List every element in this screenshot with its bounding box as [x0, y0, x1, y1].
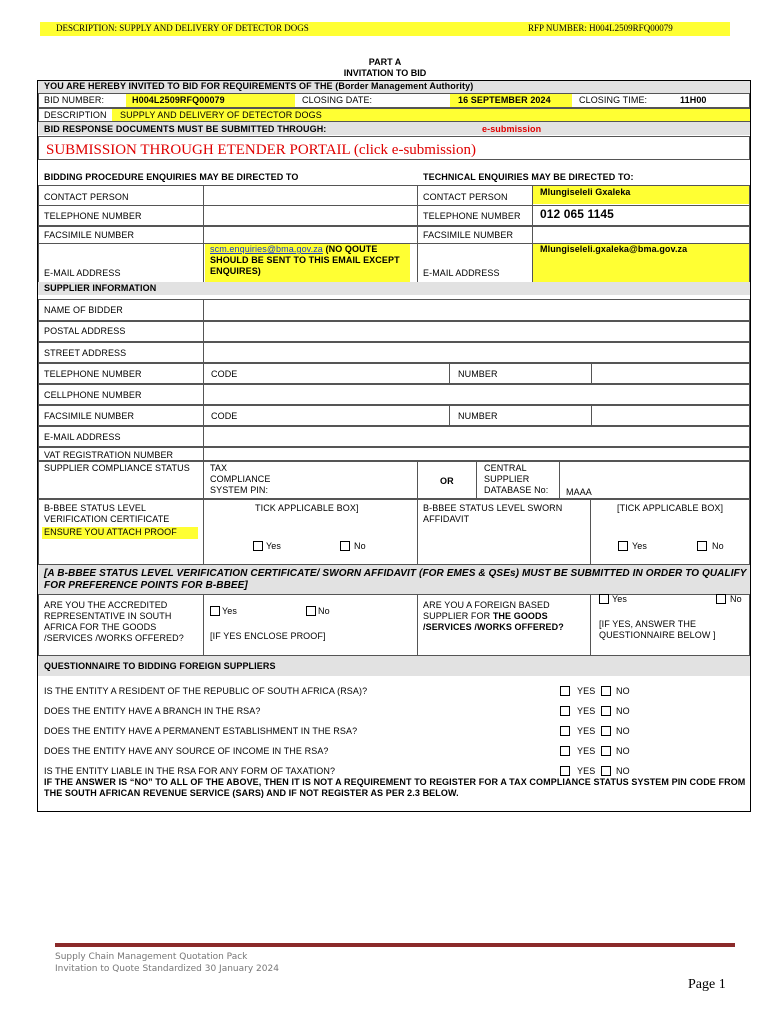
vat-label: VAT REGISTRATION NUMBER: [44, 450, 174, 460]
foreign-yes-label: Yes: [612, 594, 627, 604]
cellphone-label: CELLPHONE NUMBER: [44, 390, 142, 400]
contact-person-label: CONTACT PERSON: [44, 192, 129, 202]
telephone-number-label: TELEPHONE NUMBER: [44, 369, 142, 379]
sworn-affidavit-label: B-BBEE STATUS LEVEL SWORN AFFIDAVIT: [423, 503, 563, 524]
csd-label: CENTRAL SUPPLIER DATABASE No:: [484, 463, 549, 495]
rep-no-label: No: [318, 606, 330, 616]
fax-label: FACSIMILE NUMBER: [44, 230, 135, 240]
foreign-supplier-question: [423, 600, 585, 633]
question-3: DOES THE ENTITY HAVE A PERMANENT ESTABLISHMENT IN THE RSA?: [44, 726, 358, 736]
bidding-enquiries-heading: BIDDING PROCEDURE ENQUIRIES MAY BE DIRECTED TO: [44, 172, 299, 182]
sworn-no-checkbox[interactable]: [697, 541, 707, 551]
q3-no-checkbox[interactable]: [601, 726, 611, 736]
bid-number-label: BID NUMBER:: [44, 95, 105, 105]
tick-box-label-1: TICK APPLICABLE BOX]: [255, 503, 359, 513]
cert-no-label: No: [354, 541, 366, 551]
bbbee-notice: [A B-BBEE STATUS LEVEL VERIFICATION CERTIFICATE/ SWORN AFFIDAVIT (FOR EMES & QSEs) MUST BE SUBMITTED IN ORDER TO QUALIFY FOR PREFERENCE POINTS FOR B-BBEE]: [44, 568, 747, 591]
bid-email-block: [210, 244, 408, 277]
fax-code-label: CODE: [211, 411, 238, 421]
questionnaire-heading: QUESTIONNAIRE TO BIDDING FOREIGN SUPPLIERS: [44, 661, 276, 671]
header-description: DESCRIPTION: SUPPLY AND DELIVERY OF DETECTOR DOGS: [56, 23, 309, 33]
supplier-heading: SUPPLIER INFORMATION: [44, 283, 157, 293]
header-rfp-number: RFP NUMBER: H004L2509RFQ00079: [528, 23, 673, 33]
closing-time-value: 11H00: [680, 95, 707, 105]
bid-email-note: (NO QOUTE SHOULD BE SENT TO THIS EMAIL EXCEPT ENQUIRES): [210, 244, 400, 276]
part-subtitle: INVITATION TO BID: [343, 68, 427, 78]
telephone-number-field-label: NUMBER: [458, 369, 498, 379]
email-label: E-MAIL ADDRESS: [44, 268, 121, 278]
part-title: PART A: [368, 57, 402, 67]
q1-yes-checkbox[interactable]: [560, 686, 570, 696]
questionnaire-note: IF THE ANSWER IS “NO” TO ALL OF THE ABOVE, THEN IT IS NOT A REQUIREMENT TO REGISTER FOR A TAX COMPLIANCE STATUS SYSTEM PIN CODE FROM THE SOUTH AFRICAN REVENUE SERVICE (SARS) AND IF NOT REGISTER AS PER 2.3 BELOW.: [44, 777, 746, 798]
rep-yes-checkbox[interactable]: [210, 606, 220, 616]
technical-enquiries-heading: TECHNICAL ENQUIRIES MAY BE DIRECTED TO:: [423, 172, 634, 182]
invitation-heading: YOU ARE HEREBY INVITED TO BID FOR REQUIREMENTS OF THE (Border Management Authority): [44, 81, 474, 91]
sworn-yes-label: Yes: [632, 541, 647, 551]
q4-yes-label: YES: [577, 746, 596, 756]
tick-box-label-2: [TICK APPLICABLE BOX]: [617, 503, 724, 513]
tax-pin-label: TAX COMPLIANCE SYSTEM PIN:: [210, 463, 271, 495]
closing-date-label: CLOSING DATE:: [302, 95, 373, 105]
foreign-no-checkbox[interactable]: [716, 594, 726, 604]
or-label: OR: [440, 476, 454, 486]
fax-number-label: NUMBER: [458, 411, 498, 421]
cert-no-checkbox[interactable]: [340, 541, 350, 551]
question-2: DOES THE ENTITY HAVE A BRANCH IN THE RSA?: [44, 706, 261, 716]
ensure-proof-label: ENSURE YOU ATTACH PROOF: [44, 527, 177, 537]
cert-yes-label: Yes: [266, 541, 281, 551]
q2-yes-label: YES: [577, 706, 596, 716]
tech-email-label: E-MAIL ADDRESS: [423, 268, 500, 278]
footer-line-2: Invitation to Quote Standardized 30 January 2024: [55, 964, 279, 974]
sworn-yes-checkbox[interactable]: [618, 541, 628, 551]
q1-no-checkbox[interactable]: [601, 686, 611, 696]
q5-no-label: NO: [616, 766, 630, 776]
q1-yes-label: YES: [577, 686, 596, 696]
header-banner: [40, 22, 730, 36]
tech-telephone-label: TELEPHONE NUMBER: [423, 211, 521, 221]
name-of-bidder-label: NAME OF BIDDER: [44, 305, 123, 315]
q3-no-label: NO: [616, 726, 630, 736]
description-value: SUPPLY AND DELIVERY OF DETECTOR DOGS: [120, 110, 322, 120]
q5-no-checkbox[interactable]: [601, 766, 611, 776]
question-4: DOES THE ENTITY HAVE ANY SOURCE OF INCOME IN THE RSA?: [44, 746, 329, 756]
postal-address-label: POSTAL ADDRESS: [44, 326, 126, 336]
q5-yes-checkbox[interactable]: [560, 766, 570, 776]
supplier-email-label: E-MAIL ADDRESS: [44, 432, 121, 442]
footer-rule: [55, 943, 735, 947]
q4-no-checkbox[interactable]: [601, 746, 611, 756]
question-5: IS THE ENTITY LIABLE IN THE RSA FOR ANY FORM OF TAXATION?: [44, 766, 336, 776]
q4-no-label: NO: [616, 746, 630, 756]
closing-date-value: 16 SEPTEMBER 2024: [458, 95, 551, 105]
cert-yes-checkbox[interactable]: [253, 541, 263, 551]
compliance-label: SUPPLIER COMPLIANCE STATUS: [44, 463, 190, 473]
tech-phone-value: 012 065 1145: [540, 207, 614, 221]
q5-yes-label: YES: [577, 766, 596, 776]
page-number: Page 1: [688, 977, 726, 992]
foreign-question-part-b: THE GOODS /SERVICES /WORKS OFFERED?: [423, 611, 564, 632]
q2-no-checkbox[interactable]: [601, 706, 611, 716]
accredited-rep-question: ARE YOU THE ACCREDITED REPRESENTATIVE IN SOUTH AFRICA FOR THE GOODS /SERVICES /WORKS OFFERED?: [44, 600, 184, 643]
telephone-code-label: CODE: [211, 369, 238, 379]
response-value: e-submission: [482, 124, 542, 134]
foreign-no-label: No: [730, 594, 742, 604]
footer-line-1: Supply Chain Management Quotation Pack: [55, 952, 248, 962]
response-label: BID RESPONSE DOCUMENTS MUST BE SUBMITTED THROUGH:: [44, 124, 327, 134]
sworn-no-label: No: [712, 541, 724, 551]
tech-contact-value: Mlungiseleli Gxaleka: [540, 187, 631, 197]
csd-prefix: MAAA: [566, 487, 592, 497]
tech-fax-label: FACSIMILE NUMBER: [423, 230, 514, 240]
etender-link[interactable]: SUBMISSION THROUGH ETENDER PORTAIL (click e-submission): [46, 142, 476, 158]
tech-email-value[interactable]: Mlungiseleli.gxaleka@bma.gov.za: [540, 244, 688, 254]
q3-yes-checkbox[interactable]: [560, 726, 570, 736]
bid-email[interactable]: scm.enquiries@bma.gov.za: [210, 244, 323, 254]
street-address-label: STREET ADDRESS: [44, 348, 127, 358]
q2-no-label: NO: [616, 706, 630, 716]
telephone-label: TELEPHONE NUMBER: [44, 211, 142, 221]
rep-yes-label: Yes: [222, 606, 237, 616]
rep-no-checkbox[interactable]: [306, 606, 316, 616]
description-label: DESCRIPTION: [44, 110, 107, 120]
q1-no-label: NO: [616, 686, 630, 696]
question-1: IS THE ENTITY A RESIDENT OF THE REPUBLIC OF SOUTH AFRICA (RSA)?: [44, 686, 368, 696]
bid-number-value: H004L2509RFQ00079: [132, 95, 225, 105]
q2-yes-checkbox[interactable]: [560, 706, 570, 716]
facsimile-label: FACSIMILE NUMBER: [44, 411, 135, 421]
closing-time-label: CLOSING TIME:: [579, 95, 648, 105]
foreign-note: [IF YES, ANSWER THE QUESTIONNAIRE BELOW ]: [599, 619, 716, 640]
foreign-question-part-a: ARE YOU A FOREIGN BASED SUPPLIER FOR: [423, 600, 550, 621]
q4-yes-checkbox[interactable]: [560, 746, 570, 756]
tech-contact-label: CONTACT PERSON: [423, 192, 508, 202]
bbbee-cert-label: B-BBEE STATUS LEVEL VERIFICATION CERTIFICATE: [44, 503, 170, 524]
q3-yes-label: YES: [577, 726, 596, 736]
foreign-yes-checkbox[interactable]: [599, 594, 609, 604]
enclose-proof-label: [IF YES ENCLOSE PROOF]: [210, 631, 326, 641]
